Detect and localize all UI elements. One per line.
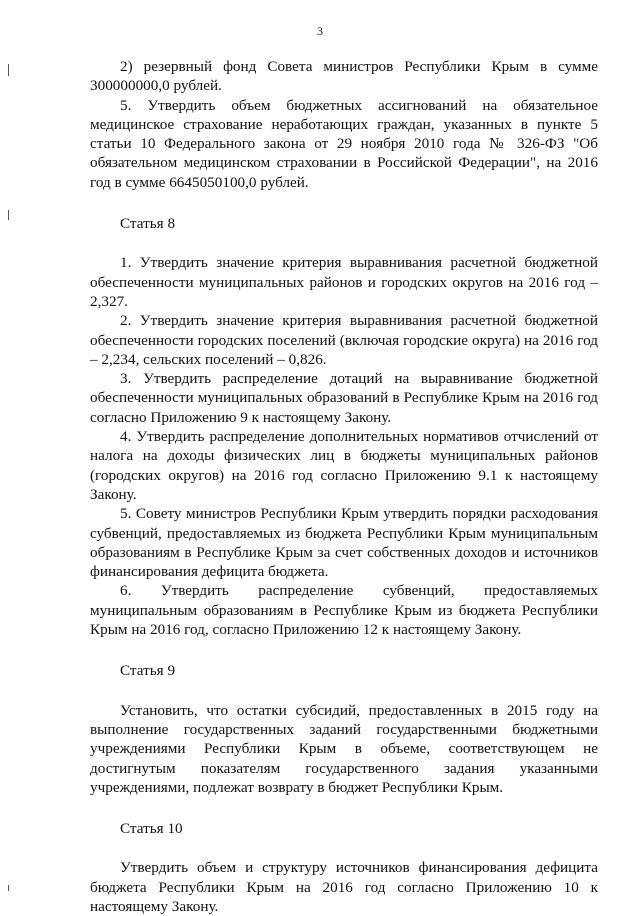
margin-mark — [8, 885, 9, 891]
article-8-item-2: 2. Утвердить значение критерия выравнивания расчетной бюджетной обеспеченности городских поселений (включая городские округа) на 2016 год – 2,234, сельских поселений – 0,826. — [90, 312, 598, 368]
article-10-text: Утвердить объем и структуру источников финансирования дефицита бюджета Республики Крым на 2016 год согласно Приложению 10 к настоящему Закону. — [90, 859, 598, 915]
article-8-item-6: 6. Утвердить распределение субвенций, предоставляемых муниципальным образованиям в Республике Крым из бюджета Республики Крым на 2016 год, согласно Приложению 12 к настоящему Закону. — [90, 582, 598, 639]
article-8-item-4: 4. Утвердить распределение дополнительных нормативов отчислений от налога на доходы физических лиц в бюджеты муниципальных районов (городских округов) на 2016 год согласно Приложению 9.1 к настоящему Закону. — [90, 428, 598, 503]
article-9-heading: Статья 9 — [120, 662, 176, 680]
article-8-item-1: 1. Утвердить значение критерия выравнивания расчетной бюджетной обеспеченности муниципальных районов и городских округов на 2016 год – 2,327. — [90, 254, 598, 310]
spacer — [90, 681, 598, 701]
spacer — [90, 233, 598, 253]
article-8-heading: Статья 8 — [120, 215, 176, 233]
document-body — [90, 57, 598, 916]
spacer — [90, 838, 598, 858]
margin-mark — [8, 210, 9, 220]
spacer — [90, 639, 598, 661]
article-10-heading: Статья 10 — [120, 820, 183, 838]
spacer — [90, 192, 598, 214]
article-8-item-5: 5. Совету министров Республики Крым утвердить порядки расходования субвенций, предоставляемых из бюджета Республики Крым муниципальным образованиям в Республике Крым за счет собственных доходов и источников финансирования дефицита бюджета. — [90, 505, 598, 581]
page-number: 3 — [317, 24, 323, 38]
spacer — [90, 797, 598, 819]
article-9-text: Установить, что остатки субсидий, предоставленных в 2015 году на выполнение государственных заданий государственными бюджетными учреждениями Республики Крым в объеме, соответствующем не достигнутым показателям государственного задания указанными учреждениями, подлежат возврату в бюджет Республики Крым. — [90, 701, 598, 796]
paragraph-item-5: 5. Утвердить объем бюджетных ассигнований на обязательное медицинское страхование неработающих граждан, указанных в пункте 5 статьи 10 Федерального закона от 29 ноября 2010 года № 326-ФЗ "Об обязательном медицинском страховании в Российской Федерации", на 2016 год в сумме 6645050100,0 рублей. — [90, 96, 598, 191]
margin-mark — [8, 64, 9, 76]
article-8-item-3: 3. Утвердить распределение дотаций на выравнивание бюджетной обеспеченности муниципальных образований в Республике Крым на 2016 год согласно Приложению 9 к настоящему Закону. — [90, 370, 598, 426]
paragraph-reserve-fund: 2) резервный фонд Совета министров Республики Крым в сумме 300000000,0 рублей. — [90, 58, 598, 95]
